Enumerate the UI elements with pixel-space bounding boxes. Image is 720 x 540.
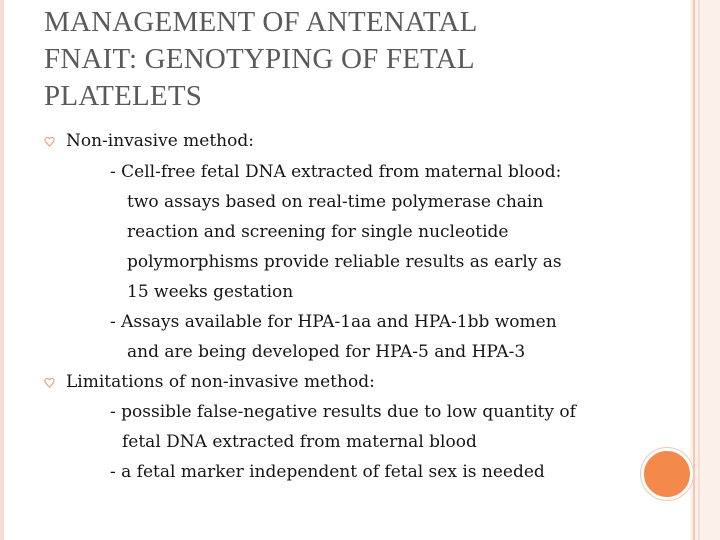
bullet-line: - a fetal marker independent of fetal sex is needed (110, 462, 545, 482)
title-line: MANAGEMENT OF ANTENATAL (44, 6, 478, 38)
bullet-line: 15 weeks gestation (127, 282, 294, 302)
right-border-line (693, 0, 695, 540)
left-border (0, 0, 4, 540)
bullet-line: polymorphisms provide reliable results as early as (127, 252, 562, 272)
bullet-heading: Limitations of non-invasive method: (66, 372, 375, 392)
title-line: FNAIT: GENOTYPING OF FETAL (44, 43, 475, 75)
bullet-line: reaction and screening for single nucleotide (127, 222, 509, 242)
accent-circle (641, 448, 693, 500)
bullet-line: - possible false-negative results due to low quantity of (110, 402, 576, 422)
bullet-line: - Assays available for HPA-1aa and HPA-1bb women (110, 312, 557, 332)
bullet-heading: Non-invasive method: (66, 131, 254, 151)
bullet-line: and are being developed for HPA-5 and HPA-3 (127, 342, 526, 362)
bullet-line: two assays based on real-time polymerase chain (127, 192, 544, 212)
title-line: PLATELETS (44, 80, 203, 112)
bullet-line: fetal DNA extracted from maternal blood (122, 432, 477, 452)
right-border-line-inner (698, 0, 700, 540)
bullet-line: - Cell-free fetal DNA extracted from maternal blood: (110, 162, 562, 182)
bullet-marker-icon (44, 136, 55, 147)
slide-title (44, 4, 664, 115)
bullet-marker-icon (44, 377, 55, 388)
